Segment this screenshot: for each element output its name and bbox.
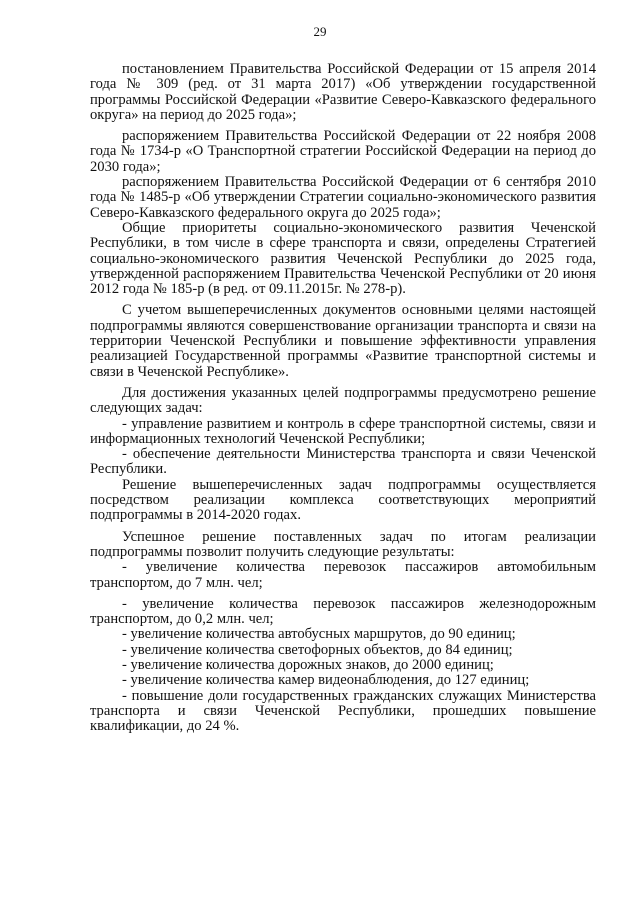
paragraph: - увеличение количества дорожных знаков, до 2000 единиц; <box>122 656 494 673</box>
paragraph: - увеличение количества камер видеонаблюдения, до 127 единиц; <box>122 672 530 689</box>
paragraph: - обеспечение деятельности Министерства транспорта и связи Чеченской Республики. <box>90 446 596 478</box>
paragraph: - увеличение количества перевозок пассажиров железнодорожным транспортом, до 0,2 млн. чел; <box>90 595 596 628</box>
paragraph: распоряжением Правительства Российской Федерации от 6 сентября 2010 года № 1485-р «Об утверждении Стратегии социально-экономического развития Северо-Кавказского федерального округа до 2025 года»; <box>90 174 596 221</box>
paragraph: С учетом вышеперечисленных документов основными целями настоящей подпрограммы являются совершенствование организации транспорта и связи на территории Чеченской Республики и повышение эффективности управления реализацией Государственной программы «Развитие транспортной системы и связи в Чеченской Республике». <box>90 302 596 380</box>
paragraph: Успешное решение поставленных задач по итогам реализации подпрограммы позволит получить следующие результаты: <box>90 528 596 560</box>
paragraph: Общие приоритеты социально-экономического развития Чеченской Республики, в том числе в сфере транспорта и связи, определены Стратегией социально-экономического развития Чеченской Республики до 2025 года, утвержденной распоряжением Правительства Чеченской Республики от 20 июня 2012 года № 185-р (в ред. от 09.11.2015г. № 278-р). <box>90 219 596 298</box>
paragraph: - увеличение количества светофорных объектов, до 84 единиц; <box>122 641 513 658</box>
paragraph: - управление развитием и контроль в сфере транспортной системы, связи и информационных технологий Чеченской Республики; <box>90 415 596 447</box>
paragraph: Решение вышеперечисленных задач подпрограммы осуществляется посредством реализации комплекса соответствующих мероприятий подпрограммы в 2014-2020 годах. <box>90 476 596 524</box>
paragraph: - повышение доли государственных гражданских служащих Министерства транспорта и связи Чеченской Республики, прошедших повышение квалификации, до 24 %. <box>90 687 596 735</box>
paragraph: - увеличение количества автобусных маршрутов, до 90 единиц; <box>122 626 516 643</box>
paragraph: постановлением Правительства Российской Федерации от 15 апреля 2014 года № 309 (ред. от 31 марта 2017) «Об утверждении государственной программы Российской Федерации «Развитие Северо-Кавказского федерального округа» на период до 2025 года»; <box>90 61 596 123</box>
paragraph: - увеличение количества перевозок пассажиров автомобильным транспортом, до 7 млн. чел; <box>90 559 596 591</box>
document-body <box>90 62 596 734</box>
paragraph: распоряжением Правительства Российской Федерации от 22 ноября 2008 года № 1734-р «О Транспортной стратегии Российской Федерации на период до 2030 года»; <box>90 128 596 175</box>
page-number: 29 <box>313 24 327 39</box>
paragraph: Для достижения указанных целей подпрограммы предусмотрено решение следующих задач: <box>90 384 596 417</box>
